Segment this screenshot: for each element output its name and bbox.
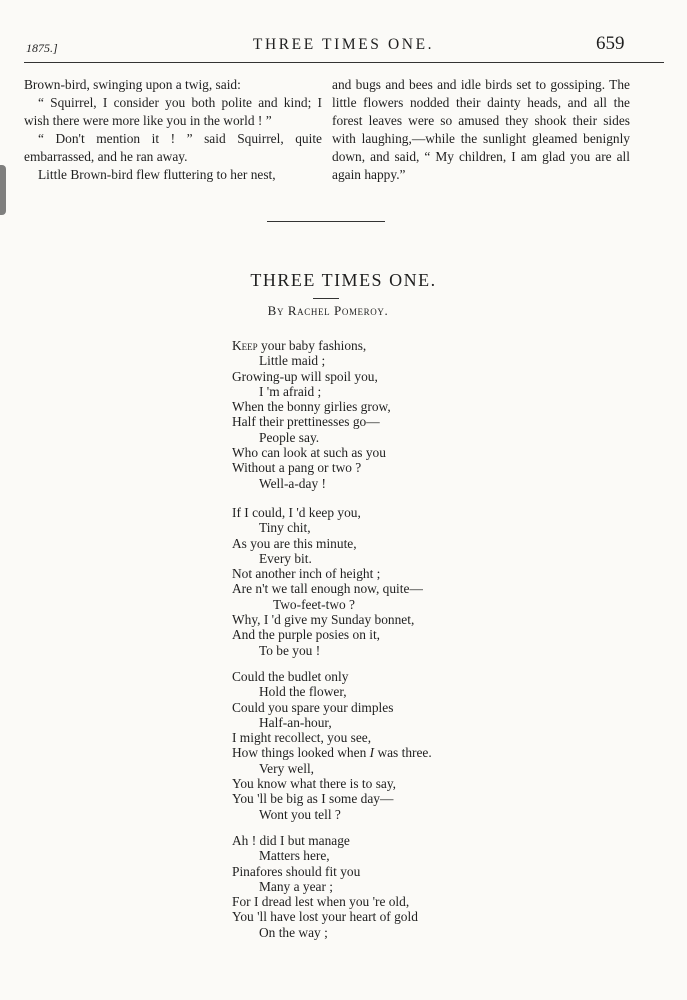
poem-line: Growing-up will spoil you, — [232, 368, 378, 384]
story-paragraph: “ Squirrel, I consider you both polite and kind; I wish there were more like you in the world ! ” — [24, 95, 322, 128]
story-paragraph: Brown-bird, swinging upon a twig, said: — [24, 77, 241, 92]
title-rule — [313, 298, 339, 299]
stanza-1 — [232, 338, 391, 491]
stanza-3 — [232, 669, 432, 822]
poem-line: Hold the flower, — [259, 684, 347, 700]
poem-line: If I could, I 'd keep you, — [232, 505, 361, 520]
poem-line: Tiny chit, — [259, 520, 311, 536]
stanza-4 — [232, 833, 418, 940]
story-paragraph: “ Don't mention it ! ” said Squirrel, quite embarrassed, and he ran away. — [24, 131, 322, 164]
poem-byline — [0, 303, 656, 319]
story-paragraph: Little Brown-bird flew fluttering to her nest, — [38, 167, 276, 182]
section-divider — [267, 221, 385, 222]
story-column-left — [24, 76, 322, 184]
poem-author: Rachel Pomeroy. — [287, 303, 389, 318]
poem-line: Every bit. — [259, 550, 312, 566]
first-word: Keep — [232, 338, 258, 353]
poem-line: And the purple posies on it, — [232, 627, 381, 643]
poem-line: Wont you tell ? — [259, 806, 341, 822]
poem-line: On the way ; — [259, 924, 328, 940]
poem-line: Very well, — [259, 760, 315, 776]
poem-line: Matters here, — [259, 848, 330, 864]
poem-line: Why, I 'd give my Sunday bonnet, — [232, 612, 415, 628]
poem-line: You 'll have lost your heart of gold — [232, 909, 418, 925]
poem-line: Half-an-hour, — [259, 714, 332, 730]
poem-line: Well-a-day ! — [259, 475, 326, 491]
poem-line: Without a pang or two ? — [232, 460, 362, 476]
running-header — [0, 0, 687, 60]
story-column-right — [332, 76, 630, 184]
poem-line: Who can look at such as you — [232, 445, 386, 461]
poem-line: As you are this minute, — [232, 535, 357, 551]
poem-line: Pinafores should fit you — [232, 863, 361, 879]
poem-line: Could you spare your dimples — [232, 699, 394, 715]
emphasis: I — [369, 745, 375, 761]
poem-line: Are n't we tall enough now, quite— — [232, 581, 423, 597]
poem-line: You know what there is to say, — [232, 776, 397, 792]
poem-line: Two-feet-two ? — [273, 596, 355, 612]
header-title: THREE TIMES ONE. — [252, 36, 435, 53]
poem-line: Keep your baby fashions, — [232, 338, 367, 353]
poem-line: When the bonny girlies grow, — [232, 399, 391, 415]
poem-line: To be you ! — [259, 642, 321, 658]
page-number: 659 — [596, 33, 625, 54]
poem-title: THREE TIMES ONE. — [250, 270, 437, 290]
poem-line: People say. — [259, 429, 320, 445]
poem-line: I 'm afraid ; — [259, 383, 322, 399]
poem-line: You 'll be big as I some day— — [232, 791, 394, 807]
poem-line: Ah ! did I but manage — [232, 833, 350, 848]
story-paragraph: and bugs and bees and idle birds set to gossiping. The little flowers nodded their dainty heads, and all the forest leaves were so amused they shook their sides with laughing,—while the sunlight gleamed benignly down, and said, “ My children, I am glad you are all again happy.” — [332, 77, 630, 182]
byline-prefix: By — [267, 303, 285, 318]
poem-line: Many a year ; — [259, 878, 333, 894]
header-year: 1875.] — [26, 41, 58, 55]
header-rule — [24, 62, 664, 63]
poem-line: Could the budlet only — [232, 669, 349, 684]
poem-line: Not another inch of height ; — [232, 566, 381, 582]
poem-line: How things looked when I was three. — [232, 745, 432, 761]
poem-line: Half their prettinesses go— — [232, 414, 380, 430]
poem-line: I might recollect, you see, — [232, 730, 372, 746]
margin-binding-mark — [0, 165, 6, 215]
stanza-2 — [232, 505, 423, 658]
poem-line: Little maid ; — [259, 353, 326, 369]
poem-line: For I dread lest when you 're old, — [232, 894, 410, 910]
